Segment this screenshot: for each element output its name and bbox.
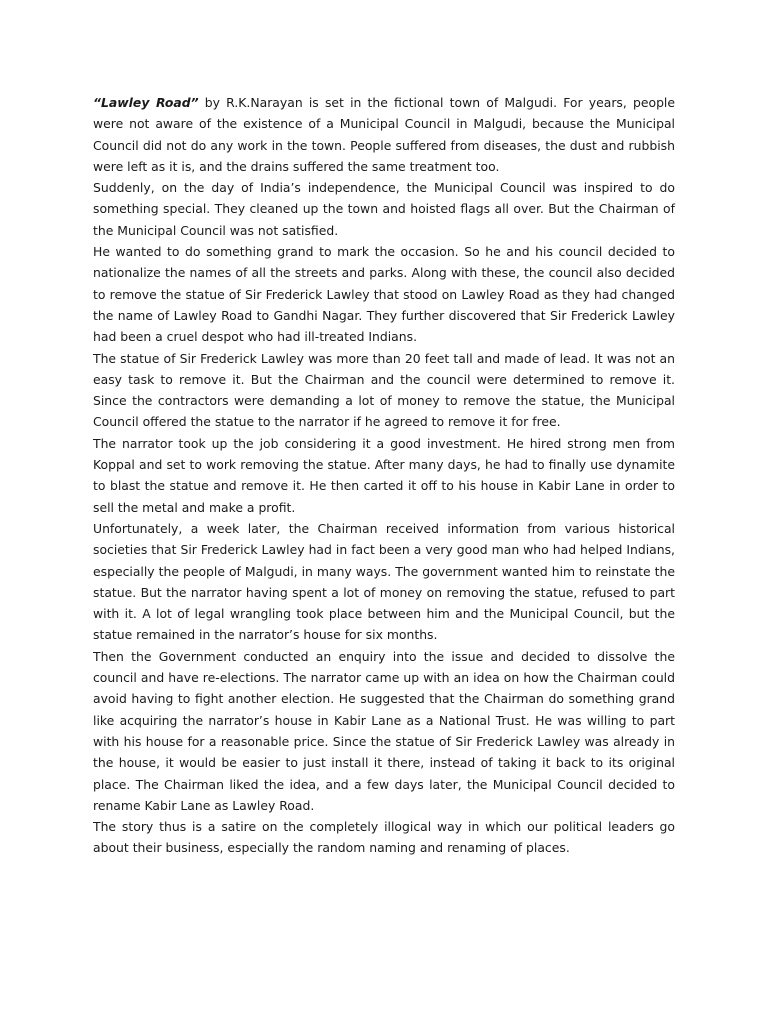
intro-paragraph <box>93 92 675 177</box>
paragraph-enquiry-and-rename: Then the Government conducted an enquiry into the issue and decided to dissolve the council and have re-elections. The narrator came up with an idea on how the Chairman could avoid having to fight another election. He suggested that the Chairman do something grand like acquiring the narrator’s house in Kabir Lane as a National Trust. He was willing to part with his house for a reasonable price. Since the statue of Sir Frederick Lawley was already in the house, it would be easier to just install it there, instead of taking it back to its original place. The Chairman liked the idea, and a few days later, the Municipal Council decided to rename Kabir Lane as Lawley Road. <box>93 648 675 813</box>
intro-text: by R.K.Narayan is set in the fictional town of Malgudi. For years, people were not aware of the existence of a Municipal Council in Malgudi, because the Municipal Council did not do any work in the town. People suffered from diseases, the dust and rubbish were left as it is, and the drains suffered the same treatment too. <box>93 95 675 174</box>
paragraph-narrator-removes-statue: The narrator took up the job considering it a good investment. He hired strong men from Koppal and set to work removing the statue. After many days, he had to finally use dynamite to blast the statue and remove it. He then carted it off to his house in Kabir Lane in order to sell the metal and make a profit. <box>93 435 675 515</box>
story-title: “Lawley Road” <box>93 95 199 110</box>
paragraph-statue-removal-offer: The statue of Sir Frederick Lawley was more than 20 feet tall and made of lead. It was not an easy task to remove it. But the Chairman and the council were determined to remove it. Since the contractors were demanding a lot of money to remove the statue, the Municipal Council offered the statue to the narrator if he agreed to remove it for free. <box>93 350 675 430</box>
paragraph-independence-day: Suddenly, on the day of India’s independence, the Municipal Council was inspired to do something special. They cleaned up the town and hoisted flags all over. But the Chairman of the Municipal Council was not satisfied. <box>93 180 675 238</box>
paragraph-nationalize-names: He wanted to do something grand to mark the occasion. So he and his council decided to nationalize the names of all the streets and parks. Along with these, the council also decided to remove the statue of Sir Frederick Lawley that stood on Lawley Road as they had changed the name of Lawley Road to Gandhi Nagar. They further discovered that Sir Frederick Lawley had been a cruel despot who had ill-treated Indians. <box>93 244 675 345</box>
paragraph-government-reinstate: Unfortunately, a week later, the Chairman received information from various historical societies that Sir Frederick Lawley had in fact been a very good man who had helped Indians, especially the people of Malgudi, in many ways. The government wanted him to reinstate the statue. But the narrator having spent a lot of money on removing the statue, refused to part with it. A lot of legal wrangling took place between him and the Municipal Council, but the statue remained in the narrator’s house for six months. <box>93 520 675 643</box>
paragraph-conclusion: The story thus is a satire on the completely illogical way in which our political leaders go about their business, especially the random naming and renaming of places. <box>93 819 675 856</box>
document-body <box>93 92 675 859</box>
